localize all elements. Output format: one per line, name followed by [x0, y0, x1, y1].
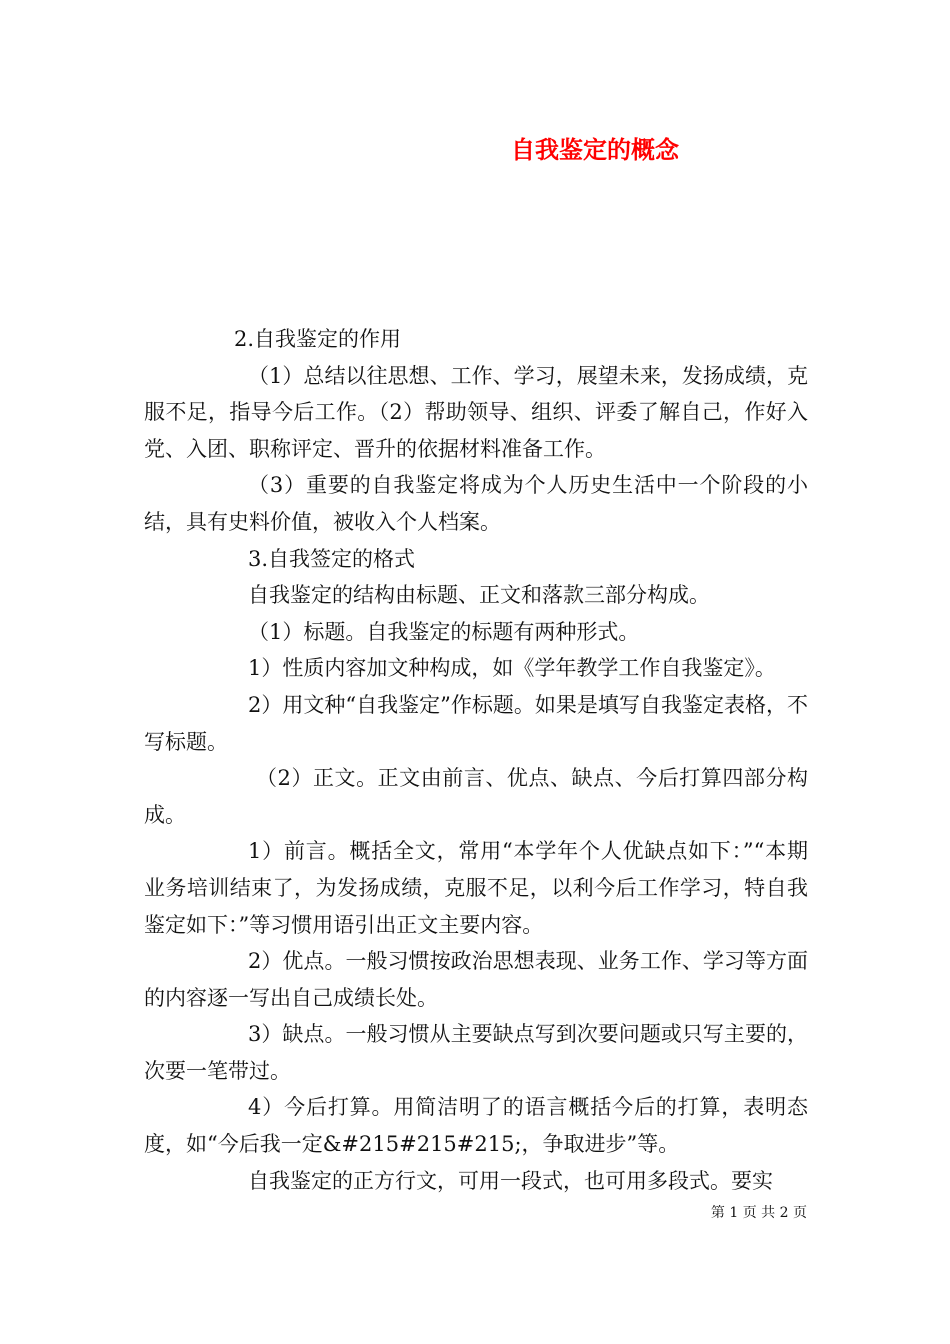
page-title: 自我鉴定的概念 — [511, 135, 679, 164]
paragraph: 4）今后打算。用简洁明了的语言概括今后的打算，表明态度，如“今后我一定&#215#215#215;，争取进步”等。 — [144, 1095, 808, 1157]
page-number: 第 1 页 共 2 页 — [710, 1205, 807, 1221]
paragraph: 自我鉴定的正方行文，可用一段式，也可用多段式。要实 — [248, 1168, 773, 1193]
paragraph: （1）标题。自我鉴定的标题有两种形式。 — [248, 619, 640, 644]
paragraph: 2）优点。一般习惯按政治思想表现、业务工作、学习等方面的内容逐一写出自己成绩长处。 — [144, 949, 808, 1010]
paragraph: （1）总结以往思想、工作、学习，展望未来，发扬成绩，克服不足，指导今后工作。（2）帮助领导、组织、评委了解自己，作好入党、入团、职称评定、晋升的依据材料准备工作。 — [144, 363, 808, 461]
paragraph: 1）前言。概括全文，常用“本学年个人优缺点如下：”“本期业务培训结束了，为发扬成绩，克服不足，以利今后工作学习，特自我鉴定如下：”等习惯用语引出正文主要内容。 — [144, 839, 808, 937]
paragraph: （3）重要的自我鉴定将成为个人历史生活中一个阶段的小结，具有史料价值，被收入个人档案。 — [144, 473, 808, 534]
document-body — [144, 321, 808, 1199]
paragraph: 1）性质内容加文种构成，如《学年教学工作自我鉴定》。 — [248, 656, 776, 681]
paragraph: 自我鉴定的结构由标题、正文和落款三部分构成。 — [248, 583, 710, 608]
paragraph: （2）正文。正文由前言、优点、缺点、今后打算四部分构成。 — [144, 766, 808, 827]
section-heading: 2.自我鉴定的作用 — [234, 327, 402, 351]
paragraph: 2）用文种“自我鉴定”作标题。如果是填写自我鉴定表格，不写标题。 — [144, 692, 808, 754]
paragraph: 3）缺点。一般习惯从主要缺点写到次要问题或只写主要的，次要一笔带过。 — [144, 1022, 808, 1083]
section-heading: 3.自我签定的格式 — [248, 546, 416, 571]
